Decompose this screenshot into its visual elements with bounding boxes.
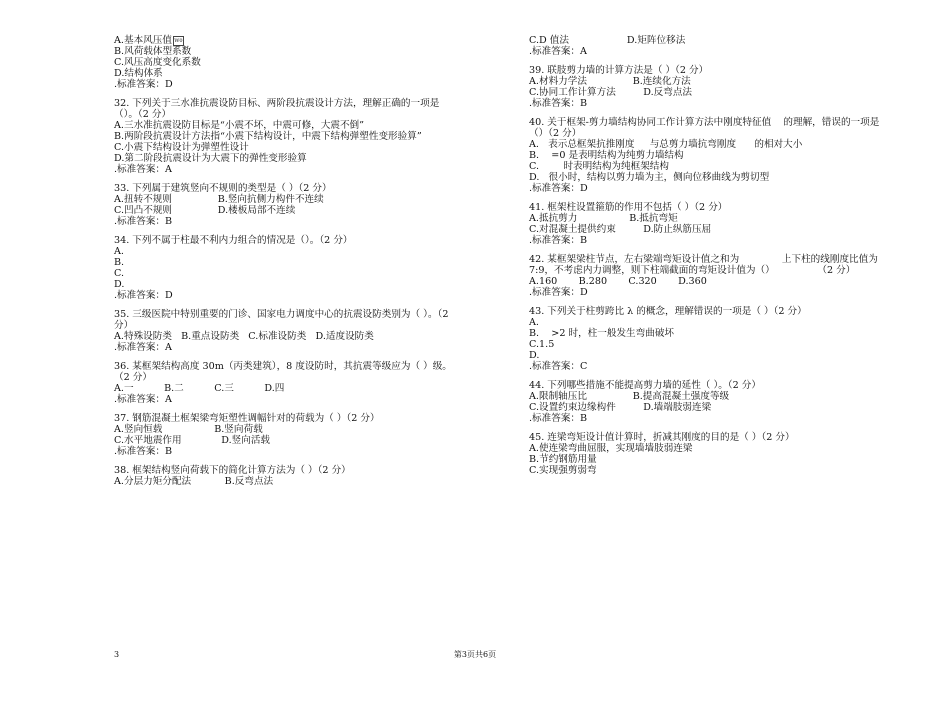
question-block — [114, 235, 499, 301]
question-gap — [114, 301, 499, 309]
question-line: 分） — [114, 320, 134, 331]
answer-line: .标准答案：A — [114, 164, 172, 175]
question-gap — [114, 175, 499, 183]
question-line: A.限制轴压比 B.提高混凝土强度等级 — [529, 391, 730, 402]
question-line: 36. 某框架结构高度 30m（丙类建筑），8 度设防时，其抗震等级应为（ ）级。 — [114, 361, 452, 372]
question-line: 37. 钢筋混凝土框架梁弯矩塑性调幅针对的荷载为（ ）（2 分） — [114, 413, 380, 424]
answer-line: .标准答案：A — [529, 46, 587, 57]
question-block — [529, 202, 914, 246]
question-block — [529, 117, 914, 194]
question-line: B. >2 时，柱一般发生弯曲破坏 — [529, 328, 675, 339]
question-line: D.结构体系 — [114, 68, 163, 79]
question-line: C.对混凝土提供约束 D.防止纵筋压屈 — [529, 224, 712, 235]
answer-line: .标准答案：D — [529, 287, 588, 298]
question-line: 35. 三级医院中特别重要的门诊、国家电力调度中心的抗震设防类别为（ ）。（2 — [114, 309, 449, 320]
question-line: 7:9，不考虑内力调整，则下柱端截面的弯矩设计值为（） （2 分） — [529, 265, 856, 276]
question-line: A.竖向恒载 B.竖向荷载 — [114, 424, 263, 435]
question-line: A. — [529, 317, 539, 328]
question-line: A.三水准抗震设防目标是“小震不坏，中震可修，大震不倒” — [114, 120, 365, 131]
question-line: 39. 联肢剪力墙的计算方法是（ ）（2 分） — [529, 65, 709, 76]
answer-line: .标准答案：B — [529, 235, 588, 246]
question-line: B. =0 是表明结构为纯剪力墙结构 — [529, 150, 684, 161]
question-line: B.两阶段抗震设计方法指“小震下结构设计，中震下结构弹塑性变形验算” — [114, 131, 422, 142]
question-gap — [529, 372, 914, 380]
answer-line: .标准答案：D — [114, 290, 173, 301]
question-line: C. — [114, 268, 125, 279]
question-line: （2 分） — [114, 372, 152, 383]
question-line: A.材料力学法 B.连续化方法 — [529, 76, 691, 87]
page-number: 3 — [114, 650, 120, 659]
question-line: 38. 框架结构竖向荷载下的简化计算方法为（ ）（2 分） — [114, 465, 351, 476]
question-block — [114, 361, 499, 405]
question-line: 44. 下列哪些措施不能提高剪力墙的延性（ ）。（2 分） — [529, 380, 761, 391]
answer-line: .标准答案：B — [529, 98, 588, 109]
question-line: 43. 下列关于柱剪跨比 λ 的概念，理解错误的一项是（ ）（2 分） — [529, 306, 807, 317]
answer-line: .标准答案：A — [114, 342, 172, 353]
question-block — [114, 35, 499, 90]
question-block — [114, 465, 499, 487]
question-line: 32. 下列关于三水准抗震设防目标、两阶段抗震设计方法，理解正确的一项是 — [114, 98, 440, 109]
question-block — [529, 432, 914, 476]
question-gap — [114, 227, 499, 235]
question-line: A.160 B.280 C.320 D.360 — [529, 276, 707, 287]
question-line: A.分层力矩分配法 B.反弯点法 — [114, 476, 274, 487]
question-gap — [529, 246, 914, 254]
right-column — [529, 35, 914, 476]
question-line: C.风压高度变化系数 — [114, 57, 201, 68]
question-gap — [114, 457, 499, 465]
question-line: B.风荷载体型系数 — [114, 46, 192, 57]
question-line: C.水平地震作用 D.竖向活载 — [114, 435, 271, 446]
question-block — [114, 183, 499, 227]
question-line: A.扭转不规则 B.竖向抗侧力构件不连续 — [114, 194, 324, 205]
question-line: A.抵抗剪力 B.抵抗弯矩 — [529, 213, 678, 224]
question-block — [114, 413, 499, 457]
answer-line: .标准答案：B — [529, 413, 588, 424]
page-indicator: 第3页共6页 — [453, 650, 497, 659]
question-line: 40. 关于框架-剪力墙结构协同工作计算方法中刚度特征值 的理解，错误的一项是 — [529, 117, 880, 128]
question-line: A.基本风压值 — [114, 35, 172, 46]
answer-line: .标准答案：B — [114, 446, 173, 457]
question-block — [114, 309, 499, 353]
question-line: A.一 B.二 C.三 D.四 — [114, 383, 285, 394]
question-gap — [529, 109, 914, 117]
question-line: C.小震下结构设计为弹塑性设计 — [114, 142, 249, 153]
question-line: C.协同工作计算方法 D.反弯点法 — [529, 87, 693, 98]
question-block — [529, 254, 914, 298]
question-line: C.实现强剪弱弯 — [529, 465, 597, 476]
left-column — [114, 35, 499, 487]
question-line: 33. 下列属于建筑竖向不规则的类型是（ ）（2 分） — [114, 183, 332, 194]
question-line: B.节约钢筋用量 — [529, 454, 597, 465]
question-gap — [114, 90, 499, 98]
formula-glyph: W0 — [174, 38, 183, 44]
question-line: 42. 某框架梁柱节点，左右梁端弯矩设计值之和为 上下柱的线刚度比值为 — [529, 254, 878, 265]
question-line: A.特殊设防类 B.重点设防类 C.标准设防类 D.适度设防类 — [114, 331, 374, 342]
answer-line: .标准答案：C — [529, 361, 588, 372]
question-line: A.使连梁弯曲屈服，实现墙墙肢弱连梁 — [529, 443, 693, 454]
question-line: （）。（2 分） — [114, 109, 172, 120]
question-gap — [529, 298, 914, 306]
question-line: C. 时表明结构为纯框架结构 — [529, 161, 669, 172]
question-line: 41. 框架柱设置箍筋的作用不包括（ ）（2 分） — [529, 202, 728, 213]
answer-line: .标准答案：D — [114, 79, 173, 90]
question-line: D. — [529, 350, 540, 361]
question-gap — [114, 405, 499, 413]
question-gap — [529, 194, 914, 202]
question-gap — [114, 353, 499, 361]
question-line: 34. 下列不属于柱最不利内力组合的情况是（）。（2 分） — [114, 235, 353, 246]
question-line: A. — [114, 246, 124, 257]
question-line: C.D 值法 D.矩阵位移法 — [529, 35, 686, 46]
question-line: 45. 连梁弯矩设计值计算时，折减其刚度的目的是（ ）（2 分） — [529, 432, 795, 443]
question-block — [529, 65, 914, 109]
question-line: D.第二阶段抗震设计为大震下的弹性变形验算 — [114, 153, 307, 164]
question-block — [529, 380, 914, 424]
answer-line: .标准答案：A — [114, 394, 172, 405]
question-line: D. 很小时，结构以剪力墙为主，侧向位移曲线为剪切型 — [529, 172, 770, 183]
question-line: B. — [114, 257, 125, 268]
answer-line: .标准答案：B — [114, 216, 173, 227]
answer-line: .标准答案：D — [529, 183, 588, 194]
question-line: D. — [114, 279, 125, 290]
question-line: （）（2 分） — [529, 128, 582, 139]
question-line: C.1.5 — [529, 339, 555, 350]
question-block — [529, 306, 914, 372]
question-gap — [529, 424, 914, 432]
question-line: C.凹凸不规则 D.楼板局部不连续 — [114, 205, 296, 216]
question-block — [114, 98, 499, 175]
question-gap — [529, 57, 914, 65]
question-line: A. 表示总框架抗推刚度 与总剪力墙抗弯刚度 的相对大小 — [529, 139, 803, 150]
question-line: C.设置约束边缘构件 D.墙端肢弱连梁 — [529, 402, 712, 413]
question-block — [529, 35, 914, 57]
